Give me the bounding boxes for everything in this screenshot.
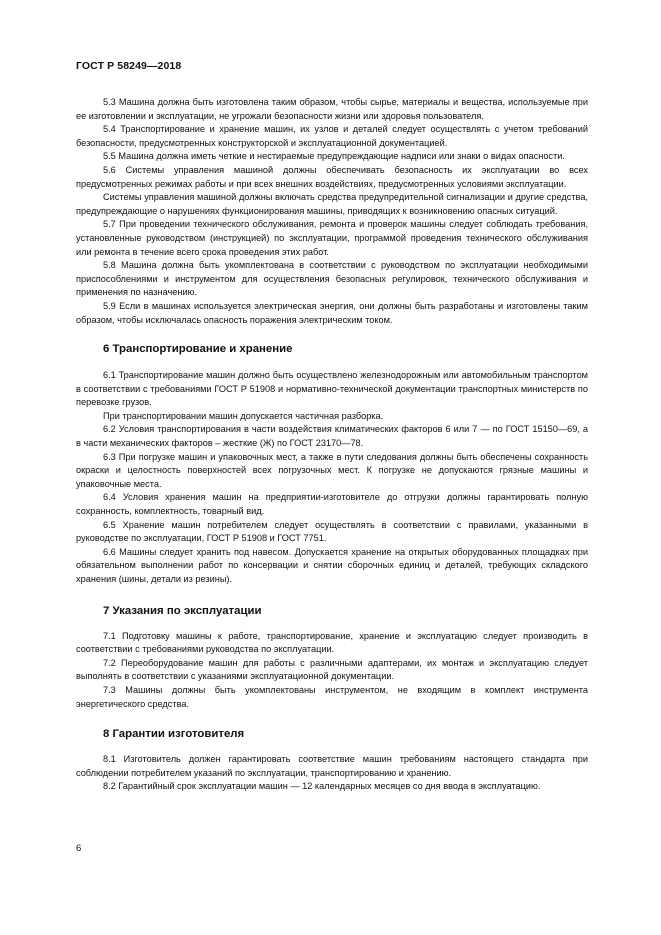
paragraph-6-1-continued: При транспортировании машин допускается частичная разборка.: [103, 410, 384, 421]
paragraph-7-1: 7.1 Подготовку машины к работе, транспортирование, хранение и эксплуатацию следует производить в соответствии с требованиями руководства по эксплуатации.: [76, 630, 588, 655]
section-heading-7: 7 Указания по эксплуатации: [103, 604, 262, 617]
paragraph-6-1: 6.1 Транспортирование машин должно быть осуществлено железнодорожным или автомобильным транспортом в соответствии с требованиями ГОСТ Р 51908 и нормативно-технической документации транспортных министерств по перевозке грузов.: [76, 370, 588, 408]
document-header: ГОСТ Р 58249—2018: [76, 60, 182, 72]
paragraph-8-2: 8.2 Гарантийный срок эксплуатации машин — 12 календарных месяцев со дня ввода в эксплуатацию.: [103, 781, 541, 792]
section-heading-8: 8 Гарантии изготовителя: [103, 728, 245, 741]
page-content: [76, 96, 588, 794]
paragraph-5-5: 5.5 Машина должна иметь четкие и нестираемые предупреждающие надписи или знаки о видах опасности.: [103, 151, 565, 162]
paragraph-5-3: 5.3 Машина должна быть изготовлена таким образом, чтобы сырье, материалы и вещества, используемые при ее изготовлении и эксплуатации, не угрожали безопасности жизни или здоровья пользователя.: [76, 97, 588, 121]
paragraph-7-3: 7.3 Машины должны быть укомплектованы инструментом, не входящим в комплект инструмента энергетического средства.: [76, 684, 588, 709]
page-number: 6: [76, 843, 82, 854]
paragraph-5-4: 5.4 Транспортирование и хранение машин, их узлов и деталей следует осуществлять с учетом требований безопасности, предусмотренных конструкторской и эксплуатационной документацией.: [76, 124, 588, 148]
paragraph-5-8: 5.8 Машина должна быть укомплектована в соответствии с руководством по эксплуатации необходимыми приспособлениями и инструментом для осуществления безопасных регулировок, технического обслуживания и применения по назначению.: [76, 260, 588, 298]
paragraph-6-2: 6.2 Условия транспортирования в части воздействия климатических факторов 6 или 7 — по ГОСТ 15150—69, а в части механических факторов – жесткие (Ж) по ГОСТ 23170—78.: [76, 424, 588, 449]
section-heading-6: 6 Транспортирование и хранение: [103, 343, 293, 356]
paragraph-6-6: 6.6 Машины следует хранить под навесом. Допускается хранение на открытых оборудованных площадках при обязательном выполнении работ по консервации и снятии сборочных единиц и деталей, требующих складского хранения (шины, детали из резины).: [76, 546, 588, 584]
paragraph-6-3: 6.3 При погрузке машин и упаковочных мест, а также в пути следования должны быть обеспечены сохранность окраски и целостность поверхностей всех погрузочных мест. К погрузке не допускаются грязные машины и упаковочные места.: [76, 451, 588, 489]
paragraph-6-4: 6.4 Условия хранения машин на предприятии-изготовителе до отгрузки должны гарантировать полную сохранность, комплектность, товарный вид.: [76, 492, 588, 517]
paragraph-5-7: 5.7 При проведении технического обслуживания, ремонта и проверок машины следует соблюдать требования, установленные руководством (инструкцией) по эксплуатации, программой проведения технического обслуживания или ремонта в течение всего срока проведения этих работ.: [76, 219, 588, 257]
paragraph-6-5: 6.5 Хранение машин потребителем следует осуществлять в соответствии с правилами, указанными в руководстве по эксплуатации, ГОСТ Р 51908 и ГОСТ 7751.: [76, 519, 588, 544]
paragraph-5-6-continued: Системы управления машиной должны включать средства предупредительной сигнализации и другие средства, предупреждающие о нарушениях функционирования машины, приводящих к возникновению опасных ситуаций.: [76, 192, 588, 216]
paragraph-7-2: 7.2 Переоборудование машин для работы с различными адаптерами, их монтаж и эксплуатацию следует выполнять в соответствии с указаниями эксплуатационной документации.: [76, 657, 588, 682]
paragraph-5-6: 5.6 Системы управления машиной должны обеспечивать безопасность их эксплуатации во всех предусмотренных режимах работы и при всех внешних воздействиях, предусмотренных условиями эксплуатации.: [76, 164, 588, 189]
paragraph-8-1: 8.1 Изготовитель должен гарантировать соответствие машин требованиям настоящего стандарта при соблюдении потребителем указаний по эксплуатации, транспортированию и хранению.: [76, 754, 588, 778]
paragraph-5-9: 5.9 Если в машинах используется электрическая энергия, они должны быть разработаны и изготовлены таким образом, чтобы исключалась опасность поражения электрическим током.: [76, 300, 588, 325]
